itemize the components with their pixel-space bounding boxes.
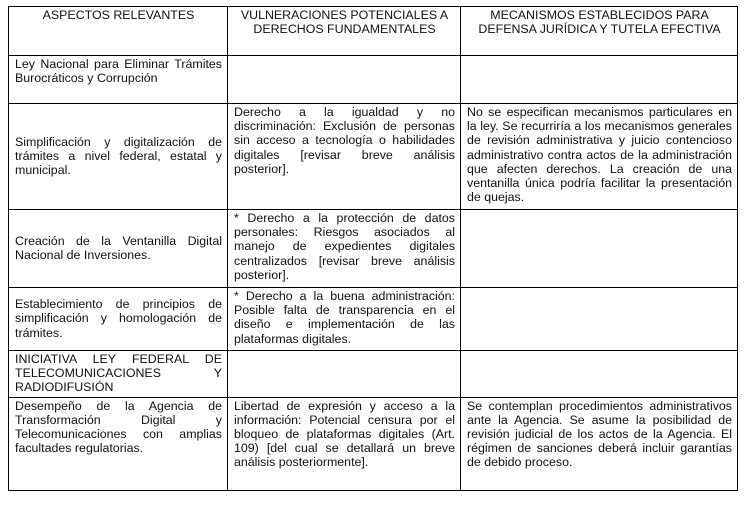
mechanism-cell: No se especifican mecanismos particulares en la ley. Se recurriría a los mecanismos generales de revisión administrativa y juicio contencioso administrativo contra actos de la administración que afecten derechos. La creación de una ventanilla única podría facilitar la presentación de quejas. (461, 104, 738, 210)
vulnerability-cell: Libertad de expresión y acceso a la información: Potencial censura por el bloqueo de plataformas digitales (Art. 109) [del cual se detallará un breve análisis posteriormente]. (228, 397, 461, 490)
mechanism-cell (461, 210, 738, 288)
table-row (9, 210, 738, 288)
vulnerability-cell (228, 56, 461, 104)
table-header-row (9, 7, 738, 56)
mechanism-cell (461, 288, 738, 351)
vulnerability-cell: * Derecho a la protección de datos personales: Riesgos asociados al manejo de expedientes digitales centralizados [revisar breve análisis posterior]. (228, 210, 461, 288)
aspect-cell: Simplificación y digitalización de trámites a nivel federal, estatal y municipal. (9, 104, 228, 210)
header-aspectos: ASPECTOS RELEVANTES (9, 7, 228, 56)
header-mecanismos: MECANISMOS ESTABLECIDOS PARA DEFENSA JURÍDICA Y TUTELA EFECTIVA (461, 7, 738, 56)
table-row (9, 288, 738, 351)
rights-analysis-table (8, 6, 738, 491)
aspect-cell: Desempeño de la Agencia de Transformación Digital y Telecomunicaciones con amplias facultades regulatorias. (9, 397, 228, 490)
table-row (9, 351, 738, 398)
header-vulneraciones: VULNERACIONES POTENCIALES A DERECHOS FUNDAMENTALES (228, 7, 461, 56)
table-row (9, 104, 738, 210)
mechanism-cell: Se contemplan procedimientos administrativos ante la Agencia. Se asume la posibilidad de revisión judicial de los actos de la Agencia. El régimen de sanciones deberá incluir garantías de debido proceso. (461, 397, 738, 490)
mechanism-cell (461, 351, 738, 398)
aspect-cell: INICIATIVA LEY FEDERAL DE TELECOMUNICACIONES Y RADIODIFUSIÓN (9, 351, 228, 398)
aspect-cell: Establecimiento de principios de simplificación y homologación de trámites. (9, 288, 228, 351)
aspect-cell: Ley Nacional para Eliminar Trámites Burocráticos y Corrupción (9, 56, 228, 104)
vulnerability-cell: Derecho a la igualdad y no discriminación: Exclusión de personas sin acceso a tecnología o habilidades digitales [revisar breve análisis posterior]. (228, 104, 461, 210)
vulnerability-cell (228, 351, 461, 398)
table-row (9, 397, 738, 490)
aspect-cell: Creación de la Ventanilla Digital Nacional de Inversiones. (9, 210, 228, 288)
mechanism-cell (461, 56, 738, 104)
table-row (9, 56, 738, 104)
vulnerability-cell: * Derecho a la buena administración: Posible falta de transparencia en el diseño e implementación de las plataformas digitales. (228, 288, 461, 351)
